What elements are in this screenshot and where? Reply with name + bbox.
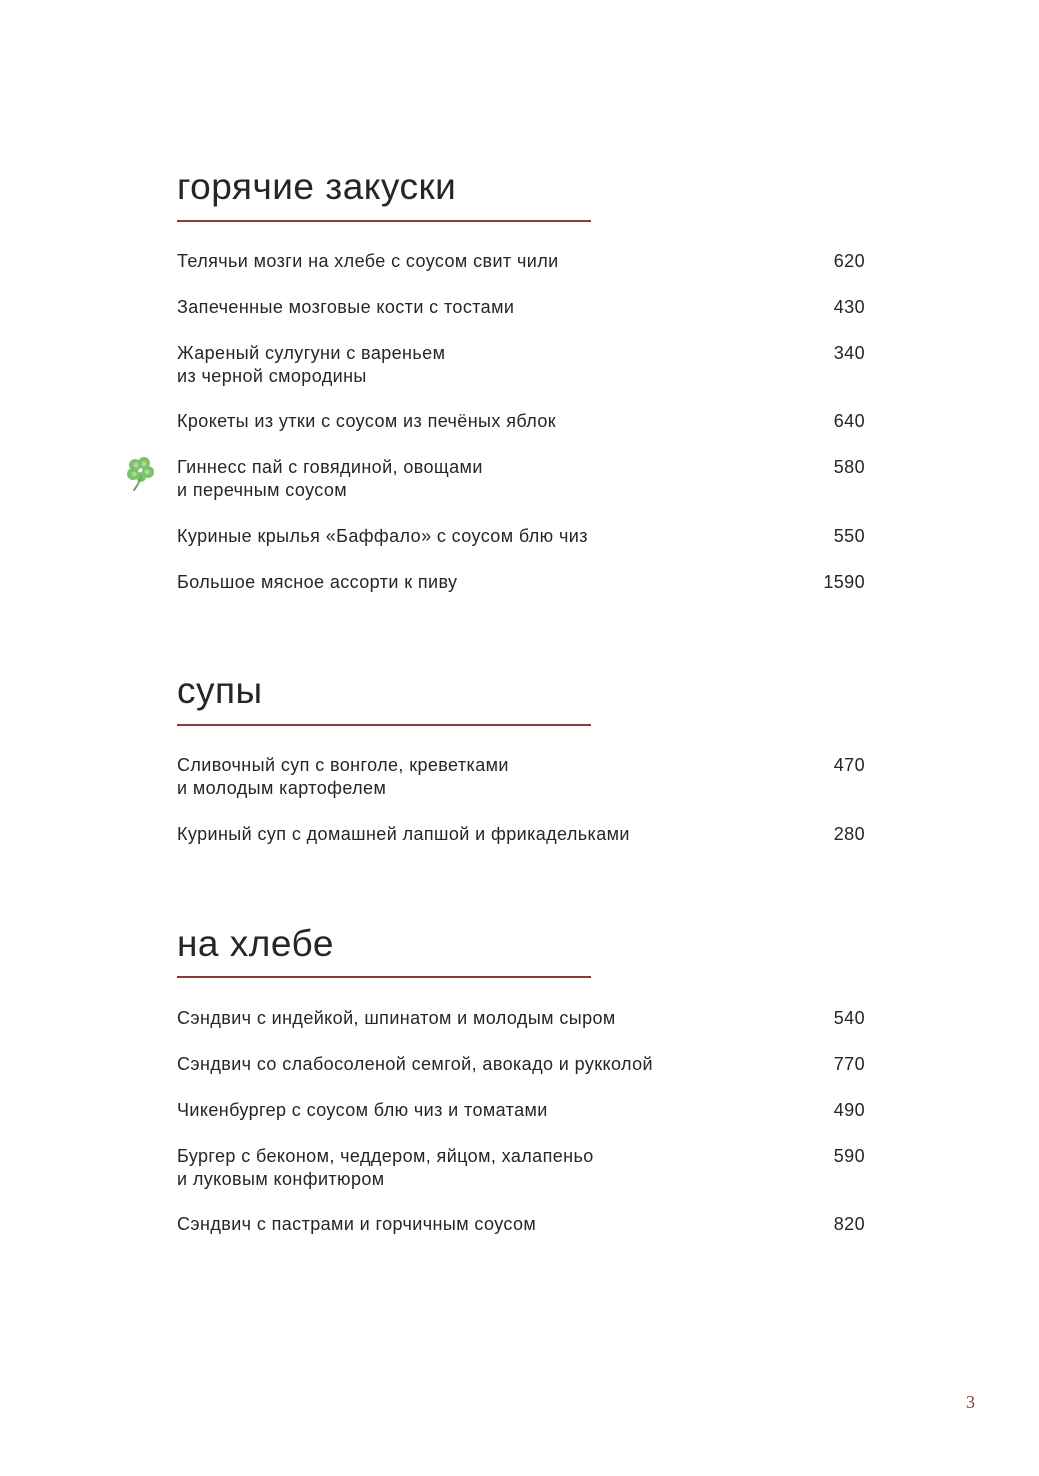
section-title: на хлебе [177,923,334,964]
menu-item-name: Гиннесс пай с говядиной, овощами и перечным соусом [177,457,483,500]
section-title: горячие закуски [177,166,457,207]
menu-item-name: Куриный суп с домашней лапшой и фрикадельками [177,824,630,844]
menu-item-price: 580 [833,457,865,477]
menu-item-price: 430 [833,297,865,317]
menu-item-price: 820 [833,1214,865,1234]
menu-item [177,525,865,548]
menu-item [177,456,865,502]
menu-item-price: 280 [833,824,865,844]
menu-item-name: Чикенбургер с соусом блю чиз и томатами [177,1100,548,1120]
menu-item-price: 1590 [823,572,865,592]
section-divider [177,724,591,726]
menu-item-price: 770 [833,1054,865,1074]
menu-item [177,1099,865,1122]
menu-item-price: 640 [833,411,865,431]
menu-item [177,1145,865,1191]
menu-item-price: 620 [833,251,865,271]
menu-item-price: 490 [833,1100,865,1120]
menu-item [177,1007,865,1030]
menu-item-price: 540 [833,1008,865,1028]
menu-item [177,250,865,273]
menu-item [177,823,865,846]
menu-item-name: Сэндвич с пастрами и горчичным соусом [177,1214,537,1234]
menu-item [177,410,865,433]
menu-item [177,296,865,319]
menu-item-name: Куриные крылья «Баффало» с соусом блю чиз [177,526,588,546]
section-divider [177,220,591,222]
menu-item [177,1053,865,1076]
menu-item-name: Сэндвич с индейкой, шпинатом и молодым сыром [177,1008,616,1028]
menu-item-name: Сэндвич со слабосоленой семгой, авокадо и рукколой [177,1054,654,1074]
page-number: 3 [966,1392,975,1412]
menu-item [177,754,865,800]
menu-item [177,342,865,388]
menu-item-name: Телячьи мозги на хлебе с соусом свит чили [177,251,559,271]
menu-item-name: Бургер с беконом, чеддером, яйцом, халапеньо и луковым конфитюром [177,1146,594,1189]
menu-item-price: 550 [833,526,865,546]
menu-item-price: 590 [833,1146,865,1166]
clover-icon [125,456,157,492]
section-divider [177,976,591,978]
menu-item [177,571,865,594]
menu-item-name: Жареный сулугуни с вареньем из черной смородины [177,343,446,386]
menu-item-name: Большое мясное ассорти к пиву [177,572,458,592]
menu-item-name: Крокеты из утки с соусом из печёных яблок [177,411,557,431]
menu-item-price: 470 [833,755,865,775]
menu-item-name: Запеченные мозговые кости с тостами [177,297,515,317]
section-title: супы [177,670,263,711]
menu-item-price: 340 [833,343,865,363]
menu-item-name: Сливочный суп с вонголе, креветками и молодым картофелем [177,755,509,798]
menu-item [177,1213,865,1236]
